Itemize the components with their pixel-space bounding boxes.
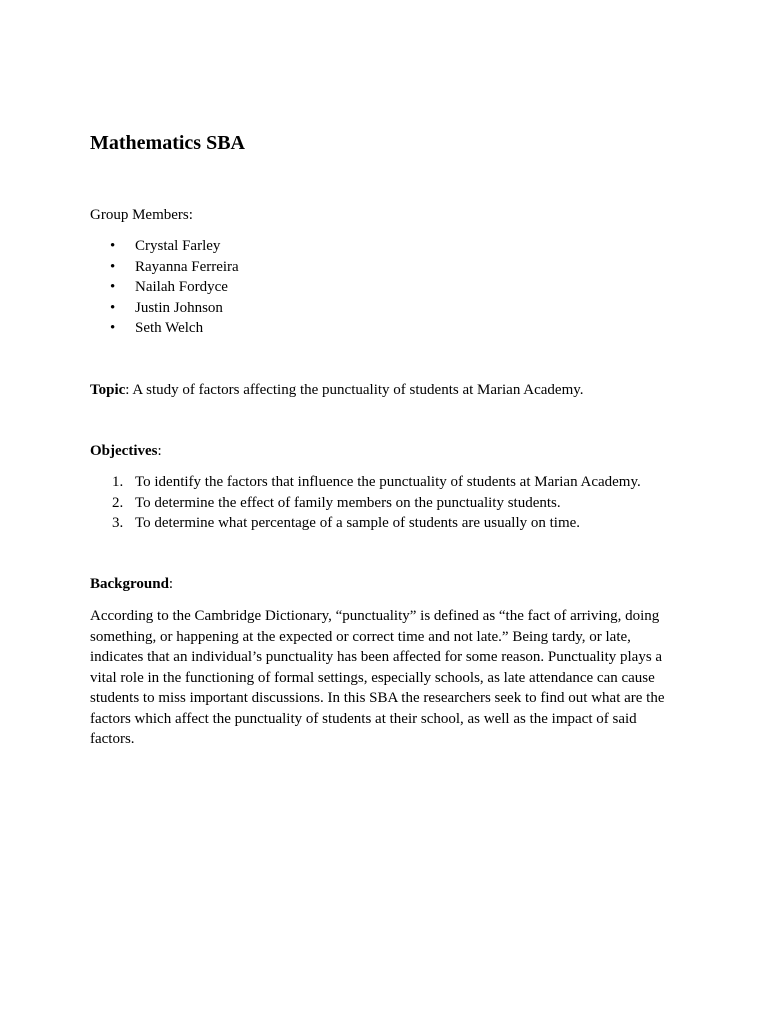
list-item (90, 257, 239, 278)
list-number: 1. (112, 474, 124, 490)
background-paragraph: According to the Cambridge Dictionary, “punctuality” is defined as “the fact of arriving, doing something, or happening at the expected or correct time and not late.” Being tardy, or late, indicates that an individual’s punctuality has been affected for some reason. Punctuality plays a vital role in the functioning of formal settings, especially schools, as late attendance can cause students to miss important discussions. In this SBA the researchers seek to find out what are the factors which affect the punctuality of students at their school, as well as the impact of said factors. (90, 608, 665, 747)
list-number: 2. (112, 494, 124, 511)
member-name: Crystal Farley (135, 238, 221, 254)
member-name: Rayanna Ferreira (135, 258, 239, 275)
objectives-label: Objectives (90, 443, 158, 459)
list-item (90, 298, 239, 319)
objectives-list (90, 472, 641, 534)
topic-line (90, 380, 584, 400)
list-item (90, 277, 239, 298)
objective-text: To determine the effect of family members on the punctuality students. (135, 494, 561, 511)
member-name: Nailah Fordyce (135, 279, 228, 295)
objective-text: To identify the factors that influence the punctuality of students at Marian Academy. (135, 474, 641, 490)
background-suffix: : (168, 576, 174, 592)
background-label: Background (90, 576, 169, 592)
bullet-icon: • (110, 320, 116, 336)
objective-text: To determine what percentage of a sample of students are usually on time. (135, 515, 581, 531)
list-item (90, 318, 239, 339)
group-members-list (90, 236, 239, 339)
objectives-heading (90, 441, 162, 461)
bullet-icon: • (110, 299, 116, 316)
objectives-suffix: : (157, 443, 162, 459)
bullet-icon: • (110, 238, 116, 254)
document-title: Mathematics SBA (90, 132, 245, 154)
list-item (90, 513, 641, 534)
list-item (90, 236, 239, 257)
list-item (90, 472, 641, 493)
member-name: Justin Johnson (135, 299, 223, 316)
topic-label: Topic (90, 382, 126, 398)
bullet-icon: • (110, 258, 116, 275)
topic-text: : A study of factors affecting the punctuality of students at Marian Academy. (125, 382, 584, 398)
bullet-icon: • (110, 279, 116, 295)
list-number: 3. (112, 515, 124, 531)
group-members-label: Group Members: (90, 207, 193, 223)
member-name: Seth Welch (135, 320, 204, 336)
list-item (90, 493, 641, 514)
background-heading (90, 574, 173, 594)
